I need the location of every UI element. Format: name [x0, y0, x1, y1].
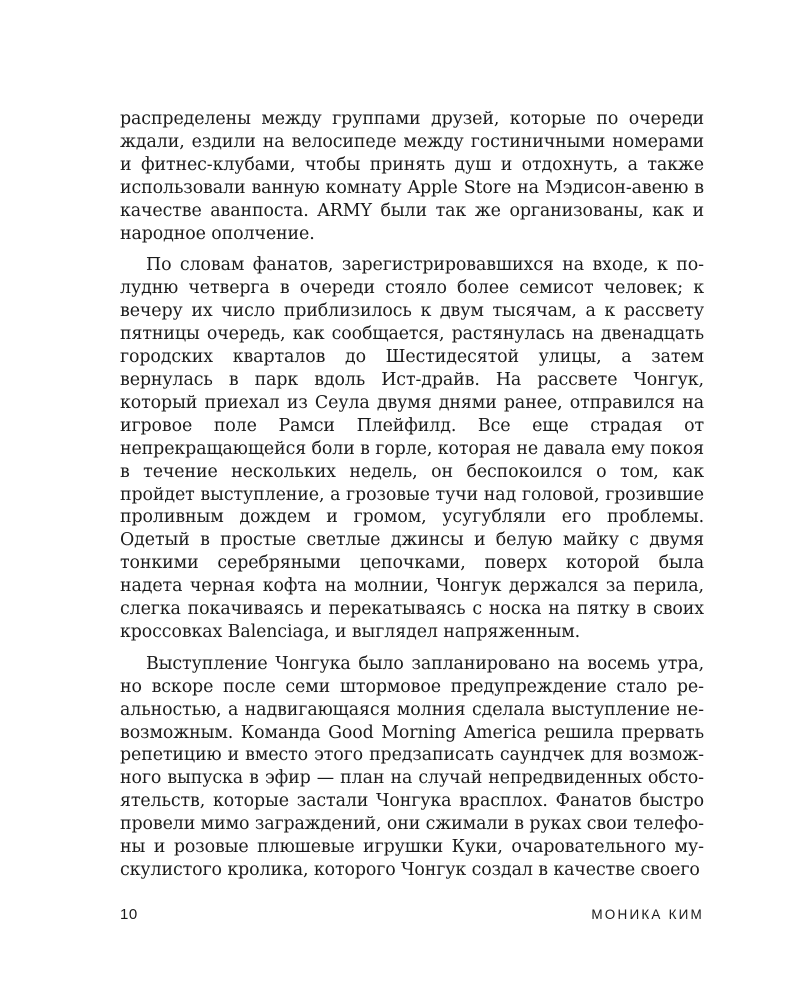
running-header-author: МОНИКА КИМ: [591, 907, 704, 922]
page-footer: [120, 906, 704, 928]
paragraph-3: Выступление Чонгука было запланировано на восемь утра, но вскоре после семи штормовое предупреждение стало реальностью, а надвигающаяся молния сделала выступление невозможным. Команда Good Morning America решила прервать репетицию и вместо этого предзаписать саундчек для возможного выпуска в эфир — план на случай непредвиденных обстоятельств, которые застали Чонгука врасплох. Фанатов быстро провели мимо заграждений, они сжимали в руках свои телефоны и розовые плюшевые игрушки Куки, очаровательного мускулистого кролика, которого Чонгук создал в качестве своего: [120, 653, 704, 880]
paragraph-2: По словам фанатов, зарегистрировавшихся на входе, к полудню четверга в очереди стояло более семисот человек; к вечеру их число приблизилось к двум тысячам, а к рассвету пятницы очередь, как сообщается, растянулась на двенадцать городских кварталов до Шестидесятой улицы, а затем вернулась в парк вдоль Ист-драйв. На рассвете Чонгук, который приехал из Сеула двумя днями ранее, отправился на игровое поле Рамси Плейфилд. Все еще страдая от непрекращающейся боли в горле, которая не давала ему покоя в течение нескольких недель, он беспокоился о том, как пройдет выступление, а грозовые тучи над головой, грозившие проливным дождем и громом, усугубляли его проблемы. Одетый в простые светлые джинсы и белую майку с двумя тонкими серебряными цепочками, поверх которой была надета черная кофта на молнии, Чонгук держался за перила, слегка покачиваясь и перекатываясь с носка на пятку в своих кроссовках Balenciaga, и выглядел напряженным.: [120, 255, 704, 642]
paragraph-1: распределены между группами друзей, которые по очереди ждали, ездили на велосипеде между гостиничными номерами и фитнес-клубами, чтобы принять душ и отдохнуть, а также использовали ванную комнату Apple Store на Мэдисон-авеню в качестве аванпоста. ARMY были так же организованы, как и народное ополчение.: [120, 109, 704, 244]
body-text: [120, 108, 704, 882]
page-number: 10: [120, 906, 138, 923]
